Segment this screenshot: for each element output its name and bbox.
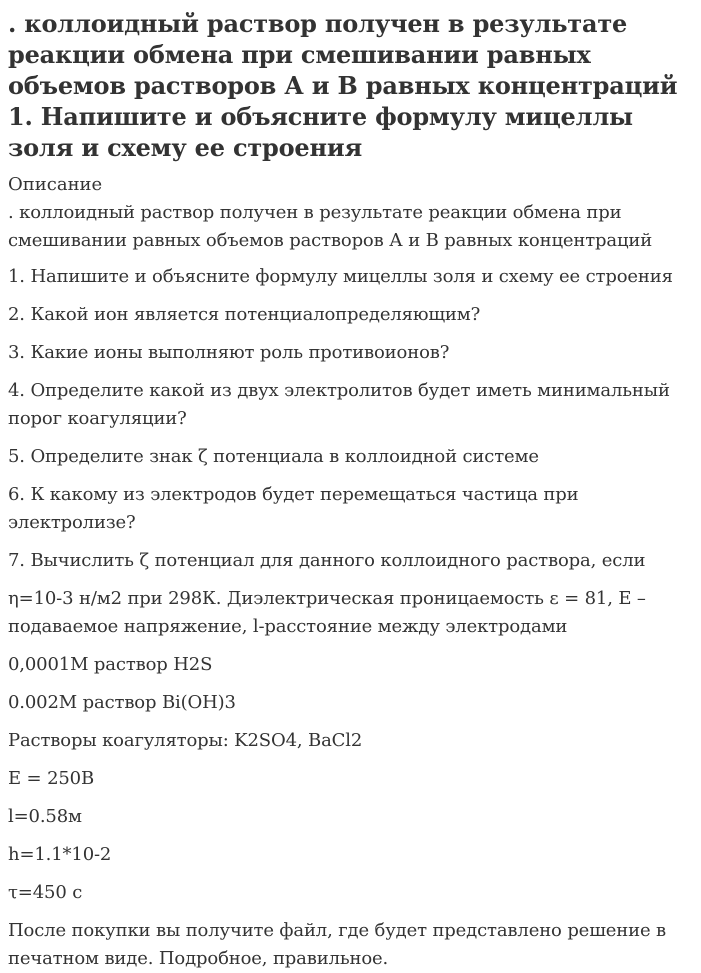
question-7: 7. Вычислить ζ потенциал для данного коллоидного раствора, если: [8, 550, 646, 571]
coagulator-solutions: Растворы коагуляторы: K2SO4, BaCl2: [8, 730, 363, 751]
description-label: Описание: [8, 174, 103, 195]
question-6: 6. К какому из электродов будет перемещаться частица при электролизе?: [8, 484, 579, 533]
question-5: 5. Определите знак ζ потенциала в коллоидной системе: [8, 446, 539, 467]
question-2: 2. Какой ион является потенциалопределяющим?: [8, 304, 481, 325]
description-paragraph: . коллоидный раствор получен в результате реакции обмена при смешивании равных объемов растворов А и В равных концентраций: [8, 202, 653, 251]
time-value: τ=450 с: [8, 882, 83, 903]
question-4: 4. Определите какой из двух электролитов будет иметь минимальный порог коагуляции?: [8, 380, 670, 429]
voltage-value: E = 250В: [8, 768, 95, 789]
solution-a: 0,0001М раствор H2S: [8, 654, 213, 675]
distance-value: l=0.58м: [8, 806, 82, 827]
question-1: 1. Напишите и объясните формулу мицеллы золя и схему ее строения: [8, 266, 673, 287]
h-value: h=1.1*10-2: [8, 844, 112, 865]
description-content: [8, 199, 693, 973]
solution-b: 0.002М раствор Bi(OH)3: [8, 692, 236, 713]
question-3: 3. Какие ионы выполняют роль противоионов?: [8, 342, 450, 363]
purchase-note: После покупки вы получите файл, где будет представлено решение в печатном виде. Подробное, правильное.: [8, 920, 667, 969]
page-title: . коллоидный раствор получен в результате реакции обмена при смешивании равных объемов растворов А и В равных концентраций 1. Напишите и объясните формулу мицеллы золя и схему ее строения: [8, 9, 678, 162]
given-conditions: η=10-3 н/м2 при 298К. Диэлектрическая проницаемость ε = 81, Е – подаваемое напряжение, l-расстояние между электродами: [8, 588, 646, 637]
